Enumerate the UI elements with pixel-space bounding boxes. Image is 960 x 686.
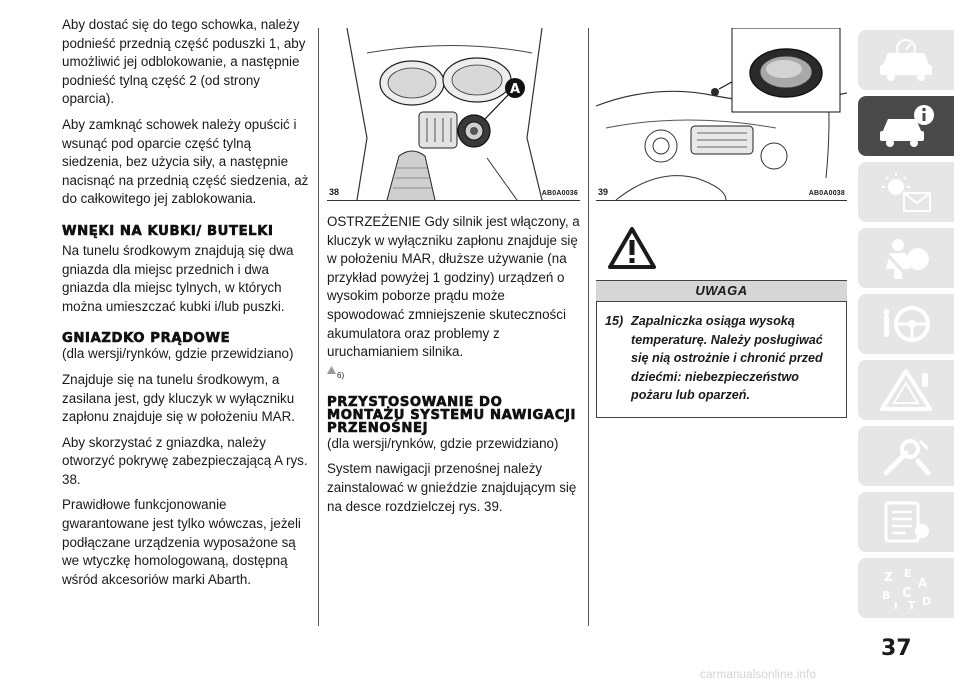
figure-39-navigation-mount: [596, 28, 847, 201]
heading-power-socket: GNIAZDKO PRĄDOWE: [62, 331, 231, 347]
technical-data-icon: [876, 499, 936, 545]
heading-navigation-prep: PRZYSTOSOWANIE DO MONTAŻU SYSTEMU NAWIGACJI PRZENOŚNEJ: [327, 394, 577, 436]
svg-text:I: I: [894, 601, 898, 611]
car-info-icon: [876, 103, 936, 149]
subheading-power-socket: (dla wersji/rynków, gdzie przewidziano): [62, 346, 294, 362]
sidebar-item-index[interactable]: [858, 558, 954, 618]
column-divider: [318, 28, 319, 626]
svg-text:T: T: [908, 599, 916, 611]
sidebar-item-warning-lights[interactable]: [858, 162, 954, 222]
warning-box: [596, 302, 847, 418]
sidebar-item-technical-data[interactable]: [858, 492, 954, 552]
svg-text:C: C: [902, 586, 912, 601]
airbag-safety-icon: [876, 235, 936, 281]
sidebar-item-starting-driving[interactable]: [858, 294, 954, 354]
paragraph-cup-holders: Na tunelu środkowym znajdują się dwa gniazda dla miejsc przednich i dwa gniazda dla miejsc tylnych, w których można umieszczać kubki i/lub puszki.: [62, 242, 294, 314]
svg-text:E: E: [904, 567, 912, 580]
emergency-triangle-icon: [876, 367, 936, 413]
paragraph-compartment-open: Aby dostać się do tego schowka, należy podnieść przednią część poduszki 1, aby umożliwić jej odblokowanie, a następnie podnieść tylną część 2 (od strony oparcia).: [62, 17, 306, 107]
column-middle: [327, 0, 580, 523]
figure-code: AB0A0036: [541, 190, 578, 197]
sidebar-item-safety[interactable]: [858, 228, 954, 288]
paragraph-socket-use: Aby skorzystać z gniazdka, należy otworzyć pokrywę zabezpieczającą A rys. 38.: [62, 434, 308, 487]
warning-triangle-icon: [608, 227, 656, 269]
figure-number: 38: [329, 187, 340, 197]
figure-code: AB0A0038: [808, 190, 845, 197]
sidebar-item-emergency[interactable]: [858, 360, 954, 420]
sidebar-item-dashboard[interactable]: [858, 30, 954, 90]
navigation-mount-illustration: [596, 28, 847, 200]
warning-reference[interactable]: [327, 366, 580, 380]
steering-wheel-icon: [876, 301, 936, 347]
warning-lights-icon: [876, 169, 936, 215]
figure-number: 39: [598, 187, 609, 197]
service-wrench-icon: [876, 433, 936, 479]
paragraph-socket-function: Prawidłowe funkcjonowanie gwarantowane jest tylko wówczas, jeżeli podłączane urządzenia wyposażone są we wtyczkę homologowaną, dostępną wśród akcesoriów marki Abarth.: [62, 497, 301, 587]
warning-item-number: 15): [605, 314, 624, 328]
warning-title: UWAGA: [596, 280, 847, 302]
car-dashboard-icon: [876, 37, 936, 83]
sidebar-item-car-info[interactable]: [858, 96, 954, 156]
column-divider: [588, 28, 589, 626]
heading-cup-holders: WNĘKI NA KUBKI/ BUTELKI: [62, 223, 274, 239]
paragraph-battery-warning: OSTRZEŻENIE Gdy silnik jest włączony, a kluczyk w wyłączniku zapłonu znajduje się w położeniu MAR, dłuższe używanie (na przykład powyżej 1 godziny) urządzeń o wysokim poborze prądu może spowodować zmniejszenie skuteczności akumulatora oraz problemy z uruchamianiem silnika.: [327, 214, 580, 360]
warning-item-text: Zapalniczka osiąga wysoką temperaturę. Należy posługiwać się nią ostrożnie i chronić przed dziećmi: niebezpieczeństwo pożaru lub oparzeń.: [631, 314, 823, 403]
callout-label: A: [509, 82, 521, 97]
svg-text:D: D: [922, 595, 932, 608]
subheading-navigation: (dla wersji/rynków, gdzie przewidziano): [327, 435, 559, 451]
column-right: [596, 0, 847, 418]
svg-text:B: B: [882, 589, 891, 602]
chapter-sidebar: [858, 30, 954, 624]
watermark: carmanualsonline.info: [700, 669, 817, 681]
warning-triangle-icon: [327, 366, 336, 374]
column-left: [62, 16, 310, 596]
reference-number: 6): [337, 370, 345, 380]
figure-38-power-socket: [327, 28, 580, 201]
sidebar-item-maintenance[interactable]: [858, 426, 954, 486]
paragraph-compartment-close: Aby zamknąć schowek należy opuścić i wsunąć pod oparcie część tylną siedzenia, bez użycia siły, a następnie nacisnąć na przednią część siedzenia, aż do całkowitego jej zablokowania.: [62, 116, 309, 207]
page-number: 37: [881, 636, 912, 661]
paragraph-navigation: System nawigacji przenośnej należy zainstalować w gnieździe znajdującym się na desce rozdzielczej rys. 39.: [327, 461, 577, 514]
svg-text:Z: Z: [884, 570, 893, 584]
svg-text:A: A: [918, 576, 928, 590]
power-socket-illustration: [327, 28, 580, 200]
paragraph-socket-location: Znajduje się na tunelu środkowym, a zasilana jest, gdy kluczyk w wyłączniku zapłonu znajduje się w położeniu MAR.: [62, 371, 295, 425]
alphabetical-index-icon: [876, 565, 936, 611]
warning-item: [605, 312, 838, 405]
